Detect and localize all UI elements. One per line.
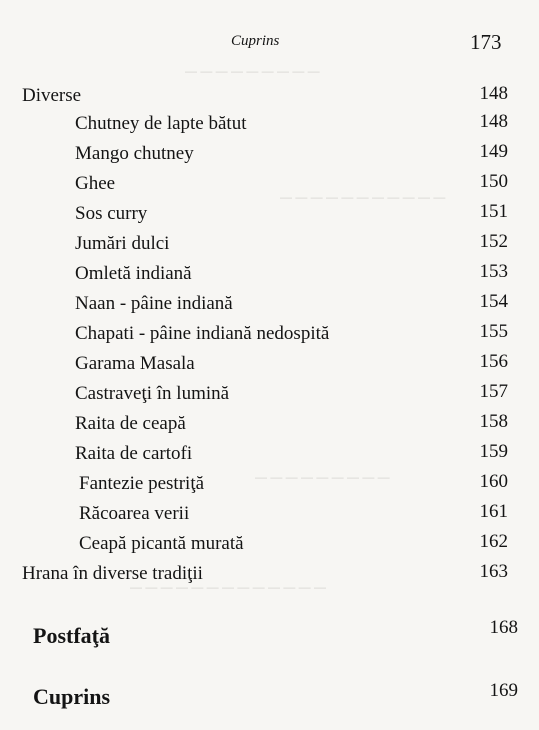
toc-row — [0, 383, 539, 409]
toc-entry-title: Fantezie pestriţă — [79, 473, 205, 494]
toc-entry-page: 158 — [479, 411, 508, 432]
toc-entry-title: Chutney de lapte bătut — [75, 113, 247, 134]
toc-entry-title: Castraveţi în lumină — [75, 383, 230, 404]
show-through-text: — — — — — — — — — — [185, 64, 320, 78]
toc-entry-page: 160 — [479, 471, 508, 492]
toc-entry-title: Mango chutney — [75, 143, 194, 164]
toc-entry-title: Diverse — [22, 85, 82, 106]
toc-entry-page: 157 — [479, 381, 508, 402]
toc-entry-title: Jumări dulci — [75, 233, 170, 254]
toc-row — [0, 323, 539, 349]
toc-section-title: Postfaţă — [33, 623, 110, 648]
toc-entry-page: 162 — [479, 531, 508, 552]
toc-entry-page: 161 — [479, 501, 508, 522]
toc-entry-title: Ghee — [75, 173, 116, 194]
toc-entry-page: 148 — [479, 83, 508, 104]
toc-entry-page: 149 — [479, 141, 508, 162]
show-through-text: — — — — — — — — — — [255, 470, 390, 484]
toc-entry-title: Sos curry — [75, 203, 148, 224]
toc-entry-page: 154 — [479, 291, 508, 312]
toc-entry-title: Omletă indiană — [75, 263, 192, 284]
show-through-text: — — — — — — — — — — — — — — [130, 580, 327, 594]
toc-entry-title: Naan - pâine indiană — [75, 293, 233, 314]
toc-entry-title: Raita de ceapă — [75, 413, 186, 434]
toc-section-title: Cuprins — [33, 684, 111, 709]
toc-entry-title: Garama Masala — [75, 353, 195, 374]
toc-entry-page: 163 — [479, 561, 508, 582]
toc-row-diverse — [0, 85, 539, 111]
toc-entry-page: 151 — [479, 201, 508, 222]
toc-entry-title: Hrana în diverse tradiţii — [22, 563, 203, 584]
toc-row — [0, 413, 539, 439]
show-through-text: — — — — — — — — — — — — [280, 190, 446, 204]
toc-row — [0, 173, 539, 199]
toc-row — [0, 263, 539, 289]
toc-entry-page: 148 — [479, 111, 508, 132]
toc-entry-page: 168 — [489, 617, 518, 638]
toc-row-postfata — [0, 617, 539, 649]
toc-entry-title: Răcoarea verii — [79, 503, 190, 524]
toc-row — [0, 293, 539, 319]
toc-row — [0, 533, 539, 559]
toc-entry-title: Raita de cartofi — [75, 443, 193, 464]
toc-row — [0, 443, 539, 469]
toc-entry-page: 159 — [479, 441, 508, 462]
toc-entry-title: Chapati - pâine indiană nedospită — [75, 323, 330, 344]
toc-row — [0, 233, 539, 259]
toc-row — [0, 503, 539, 529]
toc-row — [0, 113, 539, 139]
toc-row — [0, 203, 539, 229]
toc-row — [0, 353, 539, 379]
toc-entry-page: 169 — [489, 680, 518, 701]
toc-entry-page: 156 — [479, 351, 508, 372]
running-header-page-number: 173 — [470, 30, 502, 54]
toc-row-cuprins — [0, 680, 539, 710]
toc-row — [0, 473, 539, 499]
toc-entry-title: Ceapă picantă murată — [79, 533, 244, 554]
toc-entry-page: 155 — [479, 321, 508, 342]
toc-entry-page: 150 — [479, 171, 508, 192]
toc-row-traditii — [0, 563, 539, 589]
toc-entry-page: 153 — [479, 261, 508, 282]
toc-entry-page: 152 — [479, 231, 508, 252]
running-header-title: Cuprins — [231, 33, 280, 49]
toc-row — [0, 143, 539, 169]
